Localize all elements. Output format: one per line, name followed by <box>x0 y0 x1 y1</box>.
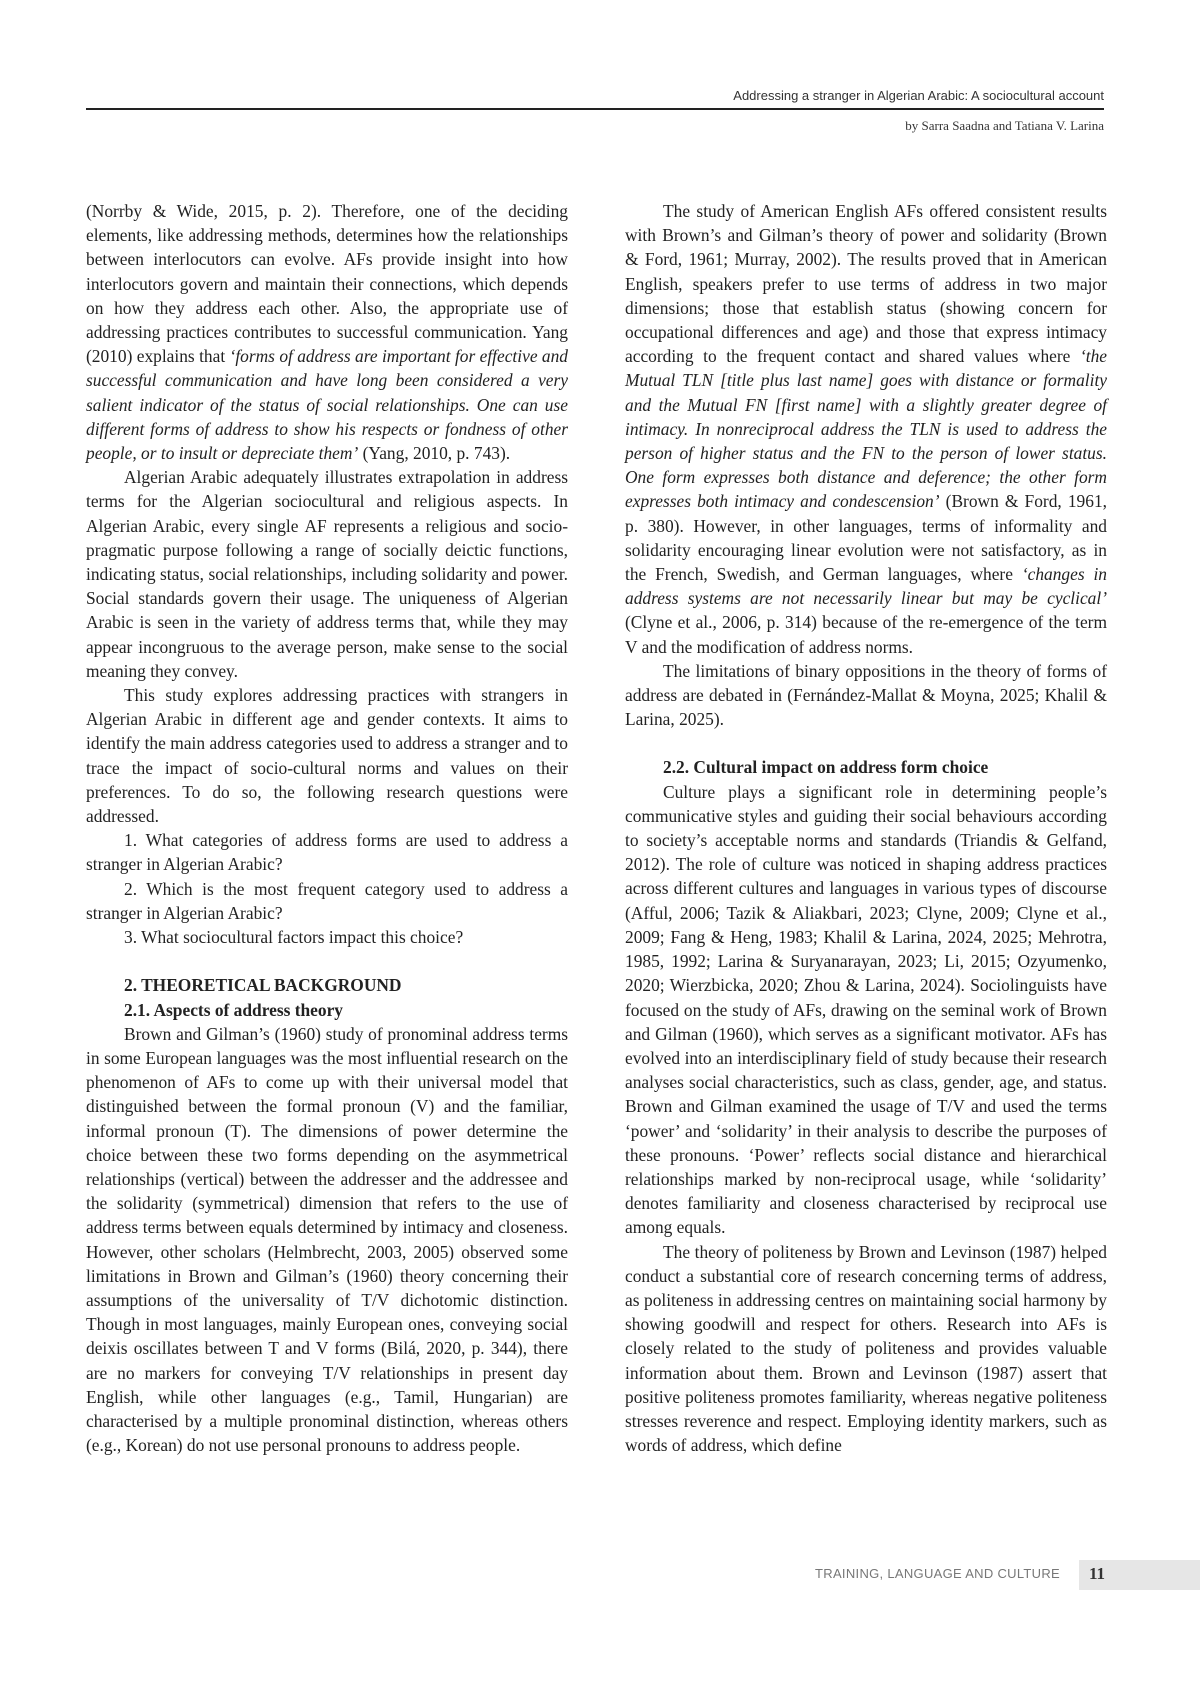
page-number-box <box>1079 1560 1200 1590</box>
research-question: 3. What sociocultural factors impact this choice? <box>124 927 464 948</box>
paragraph: The theory of politeness by Brown and Levinson (1987) helped conduct a substantial core of research concerning terms of address, as politeness in addressing centres on maintaining social harmony by showing goodwill and respect for others. Research into AFs is closely related to the study of politeness and provides valuable information about them. Brown and Levinson (1987) assert that positive politeness promotes familiarity, whereas negative politeness stresses reverence and respect. Employing identity markers, such as words of address, which define <box>625 1241 1107 1456</box>
paragraph: This study explores addressing practices with strangers in Algerian Arabic in different age and gender contexts. It aims to identify the main address categories used to address a stranger and to trace the impact of socio-cultural norms and values on their preferences. To do so, the following research questions were addressed. <box>86 685 568 827</box>
journal-name: TRAINING, LANGUAGE AND CULTURE <box>815 1566 1060 1581</box>
quotation: ‘forms of address are important for effective and successful communication and have long been considered a very salient indicator of the status of social relationships. One can use different forms of address to show his respects or fondness of other people, or to insult or depreciate them’ <box>86 346 568 464</box>
paragraph: Algerian Arabic adequately illustrates extrapolation in address terms for the Algerian sociocultural and religious aspects. In Algerian Arabic, every single AF represents a religious and socio-pragmatic purpose following a range of socially deictic functions, indicating status, social relationships, including solidarity and power. Social standards govern their usage. The uniqueness of Algerian Arabic is seen in the variety of address terms that, while they may appear incongruous to the average person, make sense to the social meaning they convey. <box>86 467 568 681</box>
right-column <box>625 199 1107 1457</box>
running-title: Addressing a stranger in Algerian Arabic: A sociocultural account <box>733 88 1104 103</box>
paragraph: Culture plays a significant role in determining people’s communicative styles and guiding their social behaviours according to society’s acceptable norms and standards (Triandis & Gelfand, 2012). The role of culture was noticed in shaping address practices across different cultures and languages in various types of discourse (Afful, 2006; Tazik & Aliakbari, 2023; Clyne, 2009; Clyne et al., 2009; Fang & Heng, 1983; Khalil & Larina, 2024, 2025; Mehrotra, 1985, 1992; Larina & Suryanarayan, 2023; Li, 2015; Ozyumenko, 2020; Wierzbicka, 2020; Zhou & Larina, 2024). Sociolinguists have focused on the study of AFs, drawing on the seminal work of Brown and Gilman (1960), which serves as a significant motivator. AFs has evolved into an interdisciplinary field of study because their research analyses social characteristics, such as class, gender, age, and status. Brown and Gilman examined the usage of T/V and used the terms ‘power’ and ‘solidarity’ in their analysis to describe the purposes of these pronouns. ‘Power’ reflects social distance and hierarchical relationships marked by non-reciprocal usage, while ‘solidarity’ denotes familiarity and closeness characterised by reciprocal use among equals. <box>625 781 1107 1238</box>
quotation: ‘the Mutual TLN [title plus last name] goes with distance or formality and the Mutual FN [first name] with a slightly greater degree of intimacy. In nonreciprocal address the TLN is used to address the person of higher status and the FN to the person of lower status. One form expresses both distance and deference; the other form expresses both intimacy and condescension’ <box>625 346 1107 512</box>
subsection-heading: 2.2. Cultural impact on address form choice <box>663 757 989 778</box>
quotation: ‘changes in address systems are not necessarily linear but may be cyclical’ <box>625 564 1107 609</box>
paragraph: The limitations of binary oppositions in the theory of forms of address are debated in (Fernández-Mallat & Moyna, 2025; Khalil & Larina, 2025). <box>625 660 1107 730</box>
page-number: 11 <box>1089 1564 1106 1583</box>
subsection-heading: 2.1. Aspects of address theory <box>124 999 343 1020</box>
research-question: 1. What categories of address forms are used to address a stranger in Algerian Arabic? <box>86 830 568 875</box>
running-header <box>86 88 1104 110</box>
section-heading: 2. THEORETICAL BACKGROUND <box>124 975 402 996</box>
paragraph: The study of American English AFs offered consistent results with Brown’s and Gilman’s theory of power and solidarity (Brown & Ford, 1961; Murray, 2002). The results proved that in American English, speakers prefer to use terms of address in two major dimensions; those that establish status (showing concern for occupational differences and age) and those that express intimacy according to the frequent contact and shared values where ‘the Mutual TLN [title plus last name] goes with distance or formality and the Mutual FN [first name] with a slightly greater degree of intimacy. In nonreciprocal address the TLN is used to address the person of higher status and the FN to the person of lower status. One form expresses both distance and deference; the other form expresses both intimacy and condescension’ (Brown & Ford, 1961, p. 380). However, in other languages, terms of informality and solidarity encouraging linear evolution were not satisfactory, as in the French, Swedish, and German languages, where ‘changes in address systems are not necessarily linear but may be cyclical’ (Clyne et al., 2006, p. 314) because of the re-emergence of the term V and the modification of address norms. <box>625 201 1107 657</box>
paragraph: Brown and Gilman’s (1960) study of pronominal address terms in some European languages was the most influential research on the phenomenon of AFs to come up with their universal model that distinguished between the formal pronoun (V) and the familiar, informal pronoun (T). The dimensions of power determine the choice between these two forms depending on the asymmetrical relationships (vertical) between the addresser and the addressee and the solidarity (symmetrical) dimension that refers to the use of address terms between equals determined by intimacy and closeness. However, other scholars (Helmbrecht, 2003, 2005) observed some limitations in Brown and Gilman’s (1960) theory concerning their assumptions of the universality of T/V dichotomic distinction. Though in most languages, mainly European ones, conveying social deixis oscillates between T and V forms (Bilá, 2020, p. 344), there are no markers for conveying T/V relationships in present day English, while other languages (e.g., Tamil, Hungarian) are characterised by a multiple pronominal distinction, whereas others (e.g., Korean) do not use personal pronouns to address people. <box>86 1023 568 1456</box>
page-footer <box>0 1560 1200 1590</box>
research-question: 2. Which is the most frequent category used to address a stranger in Algerian Arabic? <box>86 878 568 923</box>
running-authors: by Sarra Saadna and Tatiana V. Larina <box>905 118 1104 133</box>
paragraph: (Norrby & Wide, 2015, p. 2). Therefore, one of the deciding elements, like addressing methods, determines how the relationships between interlocutors can evolve. AFs provide insight into how interlocutors govern and maintain their connections, which depends on how they address each other. Also, the appropriate use of addressing practices contributes to successful communication. Yang (2010) explains that ‘forms of address are important for effective and successful communication and have long been considered a very salient indicator of the status of social relationships. One can use different forms of address to show his respects or fondness of other people, or to insult or depreciate them’ (Yang, 2010, p. 743). <box>86 201 568 464</box>
left-column <box>86 199 568 1457</box>
